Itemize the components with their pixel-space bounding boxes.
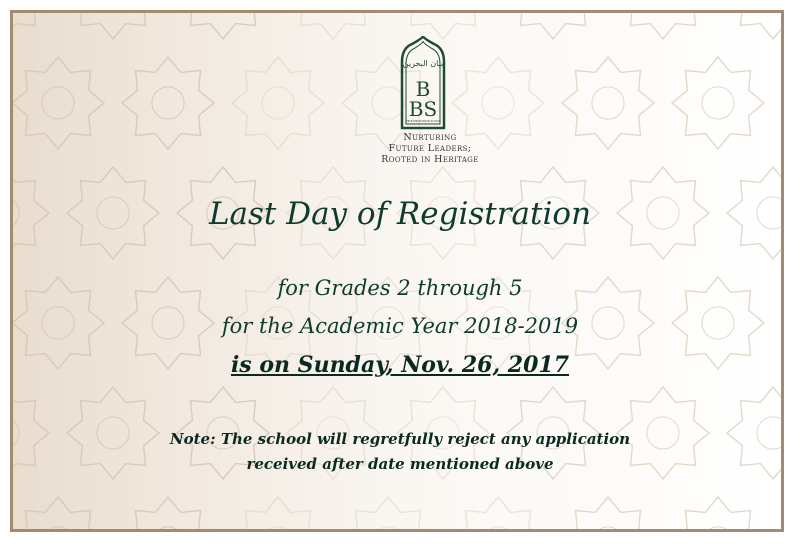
tagline-line: Future Leaders; xyxy=(388,143,472,154)
bordered-frame xyxy=(10,10,784,532)
pattern-star xyxy=(287,13,379,39)
logo-arabic: بيان البحرين xyxy=(402,59,444,68)
pattern-rosette xyxy=(482,527,514,532)
pattern-rosette xyxy=(262,527,294,532)
school-tagline xyxy=(350,132,510,165)
tagline-line: Rooted in Heritage xyxy=(381,154,479,165)
pattern-rosette xyxy=(592,527,624,532)
note-line-1: Note: The school will regretfully reject any application xyxy=(169,430,631,448)
tagline-line: Nurturing xyxy=(403,132,457,143)
pattern-star xyxy=(507,13,599,39)
pattern-star xyxy=(13,57,104,149)
pattern-star xyxy=(232,57,324,149)
pattern-rosette xyxy=(592,87,624,119)
pattern-star xyxy=(67,13,159,39)
pattern-star xyxy=(562,57,654,149)
pattern-rosette xyxy=(152,87,184,119)
note-line-2: received after date mentioned above xyxy=(246,455,554,473)
pattern-star xyxy=(617,13,709,39)
pattern-rosette xyxy=(152,527,184,532)
pattern-star xyxy=(727,13,784,39)
logo-caption: THE BAHRAIN BAYAN SCHOOL xyxy=(405,120,441,123)
pattern-rosette xyxy=(42,87,74,119)
pattern-star xyxy=(672,57,764,149)
announcement-title: Last Day of Registration xyxy=(208,196,592,232)
pattern-star xyxy=(177,13,269,39)
academic-year-line: for the Academic Year 2018-2019 xyxy=(221,314,579,338)
pattern-star xyxy=(13,13,49,39)
pattern-rosette xyxy=(42,527,74,532)
pattern-star xyxy=(782,57,784,149)
deadline-date: is on Sunday, Nov. 26, 2017 xyxy=(230,352,570,378)
logo-monogram-top: B xyxy=(415,77,431,101)
pattern-rosette xyxy=(702,87,734,119)
school-logo xyxy=(398,36,448,130)
pattern-rosette xyxy=(702,527,734,532)
pattern-rosette xyxy=(482,87,514,119)
pattern-star xyxy=(122,57,214,149)
logo-monogram-bottom: BS xyxy=(408,97,438,121)
grades-line: for Grades 2 through 5 xyxy=(277,276,523,300)
pattern-rosette xyxy=(262,87,294,119)
pattern-star xyxy=(782,497,784,532)
pattern-rosette xyxy=(372,527,404,532)
